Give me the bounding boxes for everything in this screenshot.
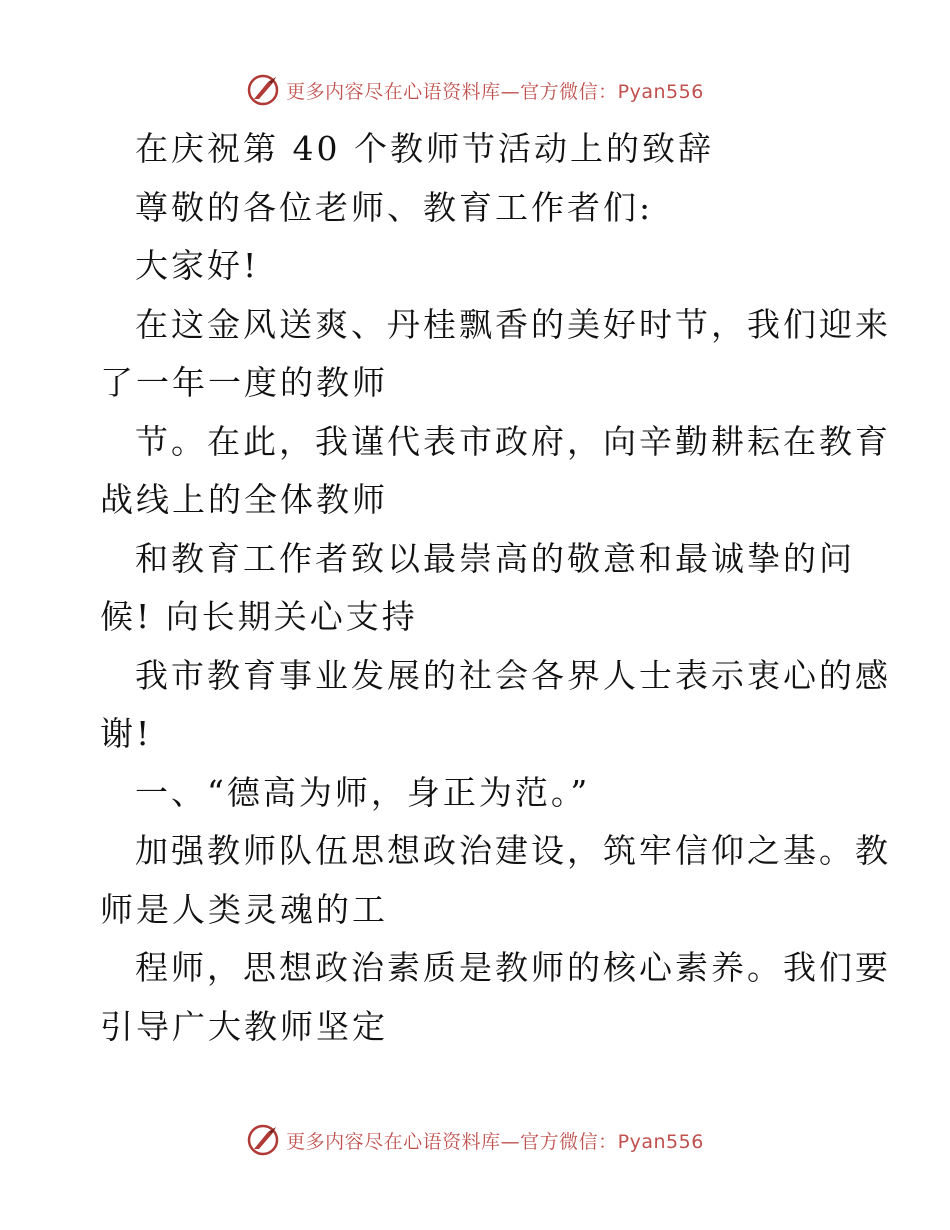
paragraph-line: 加强教师队伍思想政治建设，筑牢信仰之基。教 bbox=[135, 831, 891, 870]
paragraph-line: 候! 向长期关心支持 bbox=[100, 597, 418, 636]
paragraph-line: 尊敬的各位老师、教育工作者们: bbox=[135, 187, 654, 227]
quill-logo-icon bbox=[246, 73, 280, 107]
footer-banner bbox=[0, 1120, 950, 1160]
quill-logo-icon bbox=[246, 1123, 280, 1157]
paragraph-line: 在这金风送爽、丹桂飘香的美好时节，我们迎来 bbox=[135, 304, 891, 344]
paragraph-line: 谢! bbox=[100, 714, 153, 753]
paragraph-line: 引导广大教师坚定 bbox=[100, 1006, 388, 1046]
paragraph-line: 在庆祝第 40 个教师节活动上的致辞 bbox=[135, 129, 714, 168]
paragraph-line: 了一年一度的教师 bbox=[100, 363, 388, 402]
header-banner bbox=[0, 70, 950, 110]
paragraph-line: 节。在此，我谨代表市政府，向辛勤耕耘在教育 bbox=[135, 421, 891, 461]
header-banner-text: 更多内容尽在心语资料库—官方微信：Pyan556 bbox=[286, 80, 704, 103]
footer-banner-text: 更多内容尽在心语资料库—官方微信：Pyan556 bbox=[286, 1130, 704, 1153]
paragraph-line: 一、“德高为师，身正为范。” bbox=[135, 772, 591, 812]
paragraph-line: 和教育工作者致以最崇高的敬意和最诚挚的问 bbox=[135, 538, 855, 578]
paragraph-line: 我市教育事业发展的社会各界人士表示衷心的感 bbox=[135, 655, 891, 695]
paragraph-line: 大家好! bbox=[135, 246, 260, 285]
paragraph-line: 战线上的全体教师 bbox=[100, 480, 388, 519]
paragraph-line: 师是人类灵魂的工 bbox=[100, 889, 388, 929]
paragraph-line: 程师，思想政治素质是教师的核心素养。我们要 bbox=[135, 948, 891, 987]
